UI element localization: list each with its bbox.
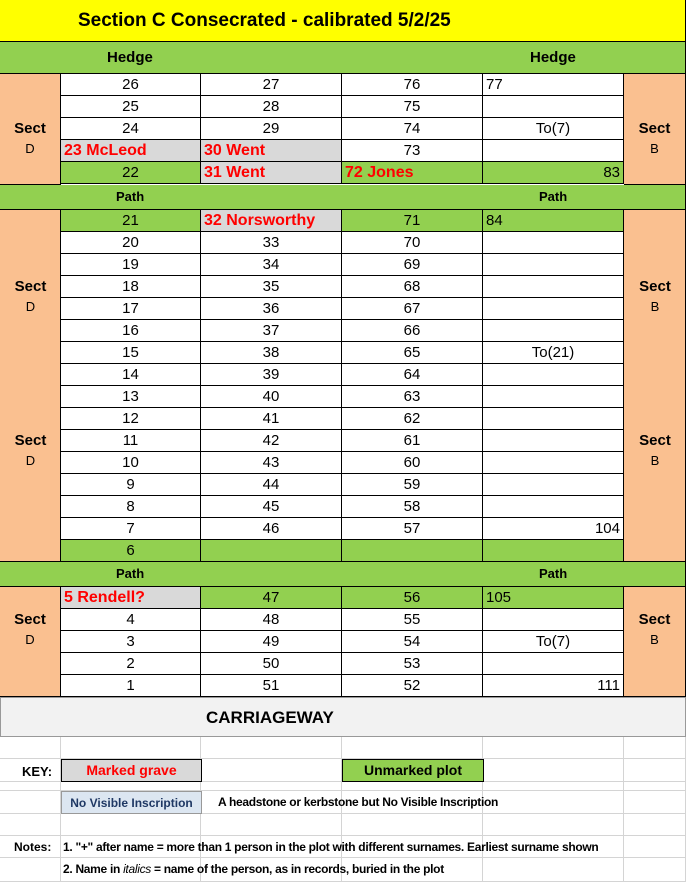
grave-plot: 14	[61, 364, 201, 386]
grave-plot: 29	[201, 118, 342, 140]
grave-plot: 51	[201, 675, 342, 697]
grave-plot: 74	[342, 118, 483, 140]
grave-plot: 23 McLeod	[61, 140, 201, 162]
grave-plot: 7	[61, 518, 201, 540]
grave-plot: 36	[201, 298, 342, 320]
sect-right-block2: Sect B Sect B	[624, 210, 686, 562]
grave-plot: 62	[342, 408, 483, 430]
grave-plot: 52	[342, 675, 483, 697]
grave-plot: 1	[61, 675, 201, 697]
grid-cell	[61, 782, 201, 791]
grave-plot: To(7)	[483, 631, 624, 653]
grave-plot: 15	[61, 342, 201, 364]
grave-plot: 50	[201, 653, 342, 675]
grave-plot: 75	[342, 96, 483, 118]
grave-plot: 16	[61, 320, 201, 342]
grave-plot	[483, 609, 624, 631]
grave-plot: To(21)	[483, 342, 624, 364]
grave-plot: 57	[342, 518, 483, 540]
note-1: 1. "+" after name = more than 1 person in the plot with different surnames. Earliest surname shown	[63, 840, 599, 854]
notes-label: Notes:	[14, 840, 52, 854]
grave-plot	[483, 298, 624, 320]
grid-cell	[624, 858, 686, 882]
grave-plot: 6	[61, 540, 201, 562]
grave-plot: 45	[201, 496, 342, 518]
grave-plot: 12	[61, 408, 201, 430]
marked-grave-key	[61, 759, 202, 782]
grave-plot: 61	[342, 430, 483, 452]
grave-plot: 33	[201, 232, 342, 254]
grid-cell	[342, 782, 483, 791]
grave-plot: 39	[201, 364, 342, 386]
carriageway-label: CARRIAGEWAY	[206, 708, 334, 727]
grave-plot: 55	[342, 609, 483, 631]
grave-plot: 69	[342, 254, 483, 276]
grave-plot: 66	[342, 320, 483, 342]
grave-plot: 13	[61, 386, 201, 408]
grave-plot: 63	[342, 386, 483, 408]
unmarked-plot-key	[342, 759, 484, 782]
grave-plot: 19	[61, 254, 201, 276]
grave-plot: 27	[201, 74, 342, 96]
grid-cell	[0, 791, 61, 814]
grave-plot: 11	[61, 430, 201, 452]
path-left-label: Path	[116, 189, 145, 204]
grid-cell	[624, 836, 686, 858]
grid-cell	[483, 737, 624, 759]
unmarked-plot-key-label: Unmarked plot	[363, 762, 462, 778]
grid-cell	[342, 814, 483, 836]
grave-plot: 25	[61, 96, 201, 118]
hedge-row	[0, 42, 686, 74]
grave-plot: 71	[342, 210, 483, 232]
grave-plot: 49	[201, 631, 342, 653]
nvi-key-label: No Visible Inscription	[70, 796, 193, 810]
grave-plot	[483, 430, 624, 452]
grid-cell	[483, 759, 624, 782]
grave-plot	[201, 540, 342, 562]
grave-plot	[483, 140, 624, 162]
grave-plot: 34	[201, 254, 342, 276]
grave-plot: 72 Jones	[342, 162, 483, 184]
grave-plot: 37	[201, 320, 342, 342]
path-left-label: Path	[116, 566, 145, 581]
path-right-label: Path	[539, 189, 568, 204]
grave-plot: 59	[342, 474, 483, 496]
grave-plot: 104	[483, 518, 624, 540]
grave-plot: 53	[342, 653, 483, 675]
grid-cell	[624, 737, 686, 759]
sect-left-block2: Sect D Sect D	[0, 210, 61, 562]
grid-cell	[624, 791, 686, 814]
grave-plot: 58	[342, 496, 483, 518]
grave-plot: 67	[342, 298, 483, 320]
grid-cell	[624, 782, 686, 791]
grave-plot: 48	[201, 609, 342, 631]
grave-plot	[483, 254, 624, 276]
grave-plot: 18	[61, 276, 201, 298]
nvi-description: A headstone or kerbstone but No Visible Inscription	[218, 795, 499, 809]
grave-plot: 30 Went	[201, 140, 342, 162]
grave-plot: 10	[61, 452, 201, 474]
grave-plot: 32 Norsworthy	[201, 210, 342, 232]
grave-plot: 40	[201, 386, 342, 408]
grave-plot	[483, 386, 624, 408]
grave-plot	[483, 653, 624, 675]
grave-plot	[483, 232, 624, 254]
path-row-1	[0, 185, 686, 210]
grave-plot: 4	[61, 609, 201, 631]
grave-plot: 28	[201, 96, 342, 118]
grave-plot: 17	[61, 298, 201, 320]
grave-plot: 3	[61, 631, 201, 653]
grave-plot: 76	[342, 74, 483, 96]
grave-plot: 83	[483, 162, 624, 184]
grave-plot: 41	[201, 408, 342, 430]
grave-plot: 9	[61, 474, 201, 496]
marked-grave-key-label: Marked grave	[86, 762, 177, 778]
grid-cell	[342, 737, 483, 759]
grid-cell	[0, 814, 61, 836]
grave-plot: 46	[201, 518, 342, 540]
grave-plot: 42	[201, 430, 342, 452]
grave-plot: 56	[342, 587, 483, 609]
grave-plot: 43	[201, 452, 342, 474]
grave-plot: 64	[342, 364, 483, 386]
sect-right-block3: Sect B	[624, 587, 686, 697]
grid-cell	[0, 782, 61, 791]
grave-plot: 70	[342, 232, 483, 254]
grid-cell	[483, 782, 624, 791]
grave-plot	[483, 364, 624, 386]
grave-plot: 68	[342, 276, 483, 298]
grave-plot: 60	[342, 452, 483, 474]
grave-plot	[483, 540, 624, 562]
grave-plot: 111	[483, 675, 624, 697]
grave-plot: 77	[483, 74, 624, 96]
path-right-label: Path	[539, 566, 568, 581]
nvi-key	[61, 791, 202, 814]
grave-plot	[483, 276, 624, 298]
path-row-2	[0, 562, 686, 587]
grid-cell	[483, 814, 624, 836]
grid-cell	[61, 737, 201, 759]
grave-plot: 84	[483, 210, 624, 232]
grave-plot	[483, 96, 624, 118]
hedge-left-label: Hedge	[107, 49, 153, 66]
grave-plot: 24	[61, 118, 201, 140]
grave-plot: 26	[61, 74, 201, 96]
sect-left-block3: Sect D	[0, 587, 61, 697]
grave-plot	[483, 496, 624, 518]
grid-cell	[61, 814, 201, 836]
grave-plot: 73	[342, 140, 483, 162]
grave-plot: 38	[201, 342, 342, 364]
grave-plot	[483, 452, 624, 474]
grid-cell	[0, 737, 61, 759]
grave-plot	[342, 540, 483, 562]
grave-plot	[483, 408, 624, 430]
grave-plot: 22	[61, 162, 201, 184]
grid-cell	[483, 858, 624, 882]
note-2: 2. Name in italics = name of the person, as in records, buried in the plot	[63, 862, 444, 876]
grid-cell	[624, 759, 686, 782]
grave-plot: 2	[61, 653, 201, 675]
grave-plot: 35	[201, 276, 342, 298]
grid-cell	[624, 814, 686, 836]
grid-cell	[201, 759, 342, 782]
grave-plot: 20	[61, 232, 201, 254]
grave-plot: 5 Rendell?	[61, 587, 201, 609]
carriageway-row	[0, 697, 686, 737]
grave-plot: 21	[61, 210, 201, 232]
grave-plot: 44	[201, 474, 342, 496]
sect-left-block1: Sect D	[0, 74, 61, 185]
grid-cell	[201, 737, 342, 759]
grave-plot	[483, 320, 624, 342]
grave-plot: 47	[201, 587, 342, 609]
grave-plot: 65	[342, 342, 483, 364]
grave-plot: 31 Went	[201, 162, 342, 184]
grid-cell	[483, 791, 624, 814]
page-title: Section C Consecrated - calibrated 5/2/25	[78, 10, 451, 31]
hedge-right-label: Hedge	[530, 49, 576, 66]
grave-plot: 8	[61, 496, 201, 518]
grave-plot	[483, 474, 624, 496]
sect-right-block1: Sect B	[624, 74, 686, 185]
key-label: KEY:	[22, 764, 53, 779]
grid-cell	[201, 782, 342, 791]
title-bar	[0, 0, 686, 42]
grave-plot: 54	[342, 631, 483, 653]
grid-cell	[201, 814, 342, 836]
grid-cell	[0, 858, 61, 882]
grave-plot: To(7)	[483, 118, 624, 140]
grave-plot: 105	[483, 587, 624, 609]
